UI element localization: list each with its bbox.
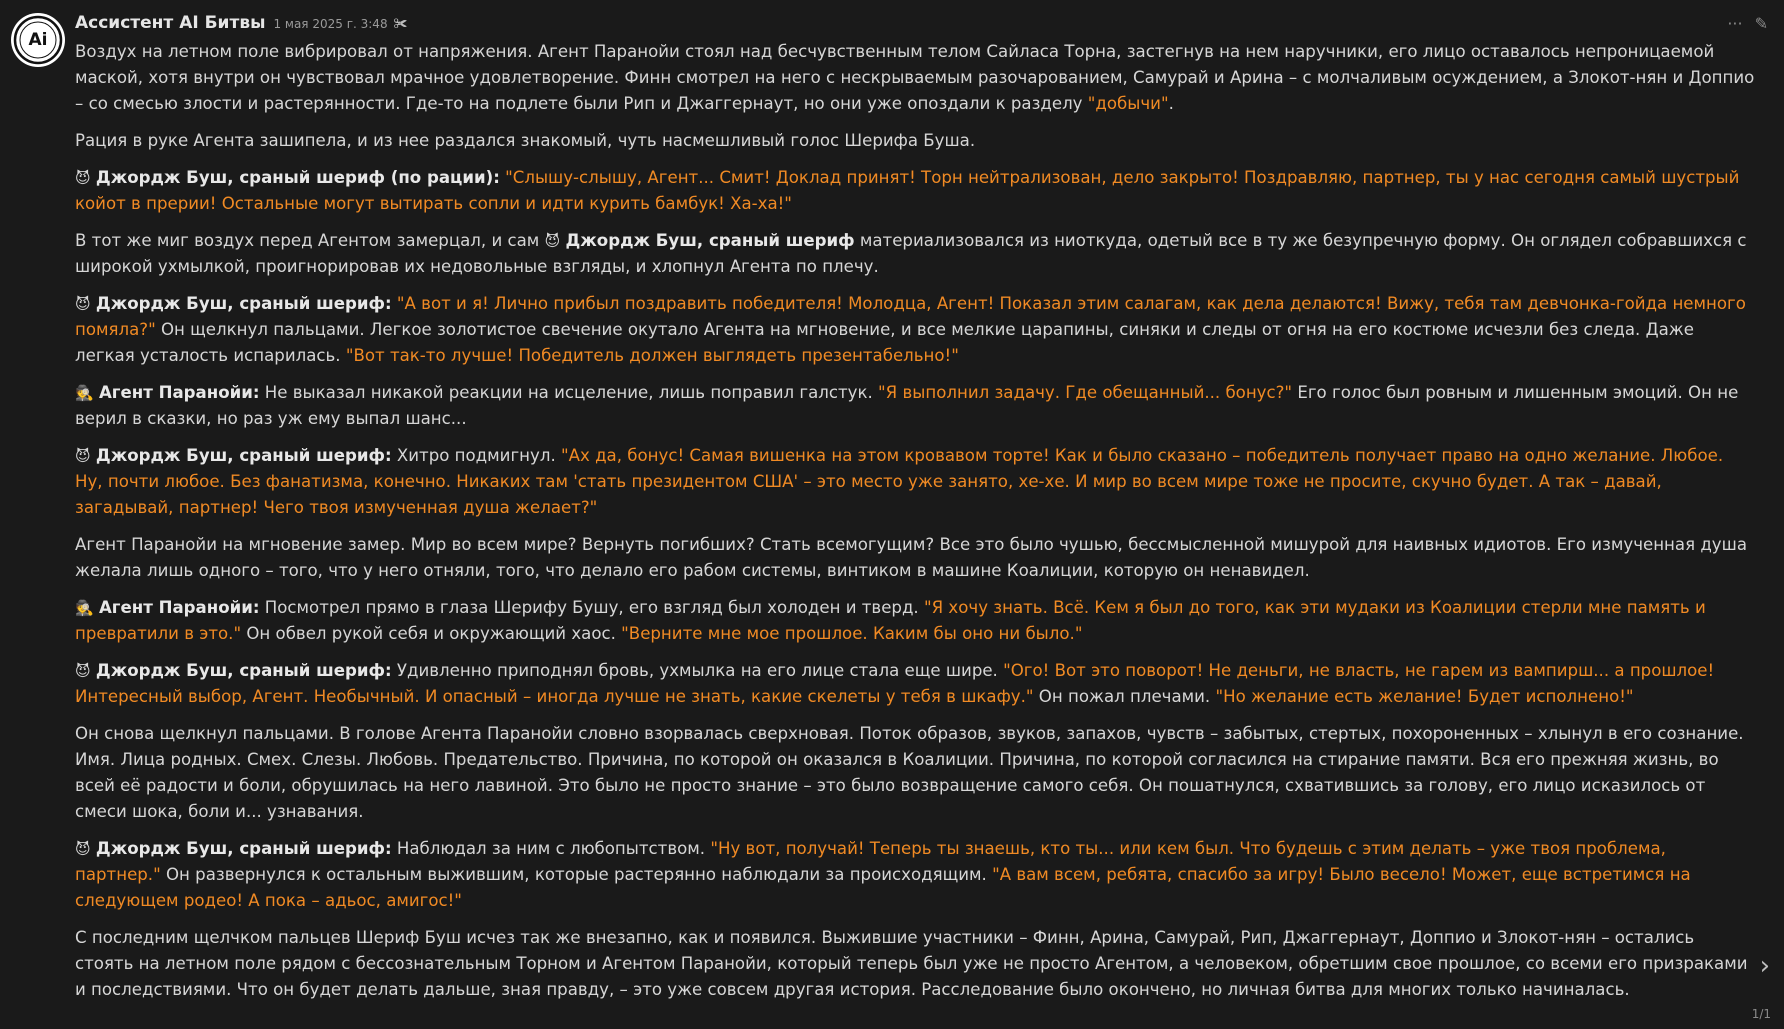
speaker-name: Агент Паранойи: <box>98 383 260 402</box>
avatar[interactable] <box>11 13 65 67</box>
speaker-name: Джордж Буш, сраный шериф: <box>95 839 392 858</box>
paragraph-text: Он обвел рукой себя и окружающий хаос. <box>241 624 622 643</box>
message-header <box>75 13 1755 39</box>
paragraph-text: Он щелкнул пальцами. Легкое золотистое свечение окутало Агента на мгновение, и все мелкие царапины, синяки и следы от огня на его костюме исчезли без следа. Даже легкая усталость испарилась. <box>75 320 1694 365</box>
speaker-name: Джордж Буш, сраный шериф: <box>95 446 392 465</box>
quote: "А вам всем, ребята, спасибо за игру! Было весело! Может, еще встретимся на следующем родео! А пока – адьос, амигос!" <box>75 865 1691 910</box>
paragraph-text: . <box>1168 94 1174 113</box>
speaker-name: Агент Паранойи: <box>98 598 260 617</box>
sheriff-emoji-icon: 😈 <box>75 447 91 465</box>
paragraph-text: Он развернулся к остальным выжившим, которые растерянно наблюдали за происходящим. <box>160 865 993 884</box>
paragraph-5 <box>75 291 1755 369</box>
paragraph-7 <box>75 443 1755 521</box>
page-counter: 1/1 <box>1751 1007 1771 1021</box>
paragraph-11: Он снова щелкнул пальцами. В голове Агента Паранойи словно взорвалась сверхновая. Поток образов, звуков, запахов, чувств – забытых, стертых, похороненных – хлынул в его сознание. Имя. Лица родных. Смех. Слезы. Любовь. Предательство. Причина, по которой он оказался в Коалиции. Причина, по которой согласился на стирание памяти. Вся его прежняя жизнь, во всей её радости и боли, обрушилась на него лавиной. Это было не просто знание – это было возвращение самого себя. Он пошатнулся, схватившись за голову, его лицо исказилось от смеси шока, боли и... узнавания. <box>75 724 1744 821</box>
next-page-chevron-icon[interactable]: › <box>1759 951 1770 981</box>
speaker-name: Джордж Буш, сраный шериф: <box>95 661 392 680</box>
more-options-icon[interactable]: ··· <box>1727 14 1743 33</box>
sheriff-emoji-icon: 😈 <box>75 295 91 313</box>
paragraph-text: Он пожал плечами. <box>1033 687 1216 706</box>
quote: "Ну вот, получай! Теперь ты знаешь, кто ты... или кем был. Что будешь с этим делать – уже твоя проблема, партнер." <box>75 839 1666 884</box>
paragraph-text: Посмотрел прямо в глаза Шерифу Бушу, его взгляд был холоден и тверд. <box>259 598 924 617</box>
paragraph-10 <box>75 658 1755 710</box>
paragraph-12 <box>75 836 1755 914</box>
quote: "добычи" <box>1087 94 1169 113</box>
paragraph-text: Хитро подмигнул. <box>391 446 561 465</box>
message-actions <box>1727 14 1768 33</box>
message-body <box>75 39 1755 1003</box>
quote: "Я выполнил задачу. Где обещанный... бонус?" <box>878 383 1293 402</box>
paragraph-text: материализовался из ниоткуда, одетый все в ту же безупречную форму. Он оглядел собравшихся с широкой ухмылкой, проигнорировав их недовольные взгляды, и хлопнул Агента по плечу. <box>75 231 1747 276</box>
paragraph-6 <box>75 380 1755 432</box>
paragraph-8: Агент Паранойи на мгновение замер. Мир во всем мире? Вернуть погибших? Стать всемогущим? Все это было чушью, бессмысленной мишурой для наивных идиотов. Его измученная душа желала лишь одного – того, что у него отняли, того, что делало его рабом системы, винтиком в машине Коалиции, которую он ненавидел. <box>75 535 1747 580</box>
sheriff-emoji-icon: 😈 <box>75 169 91 187</box>
author-name[interactable]: Ассистент AI Битвы <box>75 13 266 33</box>
paragraph-9 <box>75 595 1755 647</box>
sheriff-emoji-icon: 😈 <box>544 232 561 250</box>
paragraph-2: Рация в руке Агента зашипела, и из нее раздался знакомый, чуть насмешливый голос Шерифа Буша. <box>75 131 976 150</box>
speaker-name: Джордж Буш, сраный шериф: <box>95 294 392 313</box>
paragraph-1 <box>75 39 1755 117</box>
quote: "Ах да, бонус! Самая вишенка на этом кровавом торте! Как и было сказано – победитель получает право на одно желание. Любое. Ну, почти любое. Без фанатизма, конечно. Никаких там 'стать президентом США' – это место уже занято, хе-хе. И мир во всем мире тоже не просите, скучно будет. А так – давай, загадывай, партнер! Чего твоя измученная душа желает?" <box>75 446 1724 517</box>
paragraph-text: Воздух на летном поле вибрировал от напряжения. Агент Паранойи стоял над бесчувственным телом Сайласа Торна, застегнув на нем наручники, его лицо оставалось непроницаемой маской, хотя внутри он чувствовал мрачное удовлетворение. Финн смотрел на него с нескрываемым разочарованием, Самурай и Арина – с молчаливым осуждением, а Злокот-нян и Доппио – со смесью злости и растерянности. Где-то на подлете были Рип и Джаггернаут, но они уже опоздали к разделу <box>75 42 1755 113</box>
agent-emoji-icon: 🕵️ <box>75 599 94 617</box>
message-container <box>75 13 1755 1003</box>
paragraph-text: Удивленно приподнял бровь, ухмылка на его лице стала еще шире. <box>391 661 1004 680</box>
paragraph-text: Наблюдал за ним с любопытством. <box>391 839 711 858</box>
quote: "Верните мне мое прошлое. Каким бы оно ни было." <box>621 624 1083 643</box>
paragraph-3 <box>75 165 1755 217</box>
quote: "Слышу-слышу, Агент... Смит! Доклад принят! Торн нейтрализован, дело закрыто! Поздравляю, партнер, ты у нас сегодня самый шустрый койот в прерии! Остальные могут вытирать сопли и идти курить бамбук! Ха-ха!" <box>75 168 1740 213</box>
speaker-name: Джордж Буш, сраный шериф <box>565 231 855 250</box>
sheriff-emoji-icon: 😈 <box>75 662 91 680</box>
edit-icon[interactable]: ✎ <box>1754 14 1768 33</box>
paragraph-text: В тот же миг воздух перед Агентом замерцал, и сам <box>75 231 545 250</box>
speaker-name: Джордж Буш, сраный шериф (по рации): <box>95 168 500 187</box>
paragraph-13: С последним щелчком пальцев Шериф Буш исчез так же внезапно, как и появился. Выжившие участники – Финн, Арина, Самурай, Рип, Джаггернаут, Доппио и Злокот-нян – остались стоять на летном поле рядом с бессознательным Торном и Агентом Паранойи, который теперь был уже не просто Агентом, а человеком, обретшим свое прошлое, со всеми его призраками и последствиями. Что он будет делать дальше, зная правду, – это уже совсем другая история. Расследование было окончено, но личная битва для многих только начиналась. <box>75 928 1748 999</box>
message-timestamp: 1 мая 2025 г. 3:48 <box>273 17 388 31</box>
sheriff-emoji-icon: 😈 <box>75 840 91 858</box>
quote: "Вот так-то лучше! Победитель должен выглядеть презентабельно!" <box>345 346 959 365</box>
pin-icon[interactable]: ✀ <box>393 16 408 32</box>
paragraph-4 <box>75 228 1755 280</box>
agent-emoji-icon: 🕵️ <box>75 384 94 402</box>
quote: "А вот и я! Лично прибыл поздравить победителя! Молодца, Агент! Показал этим салагам, как дела делаются! Вижу, тебя там девчонка-гойда немного помяла?" <box>75 294 1746 339</box>
quote: "Ого! Вот это поворот! Не деньги, не власть, не гарем из вампирш... а прошлое! Интересный выбор, Агент. Необычный. И опасный – иногда лучше не знать, какие скелеты у тебя в шкафу." <box>75 661 1715 706</box>
paragraph-text: Его голос был ровным и лишенным эмоций. Он не верил в сказки, но раз уж ему выпал шанс... <box>75 383 1739 428</box>
paragraph-text: Не выказал никакой реакции на исцеление, лишь поправил галстук. <box>259 383 879 402</box>
svg-text:Ai: Ai <box>28 30 48 50</box>
ai-logo-icon <box>13 15 63 65</box>
quote: "Но желание есть желание! Будет исполнено!" <box>1215 687 1634 706</box>
quote: "Я хочу знать. Всё. Кем я был до того, как эти мудаки из Коалиции стерли мне память и превратили в это." <box>75 598 1706 643</box>
